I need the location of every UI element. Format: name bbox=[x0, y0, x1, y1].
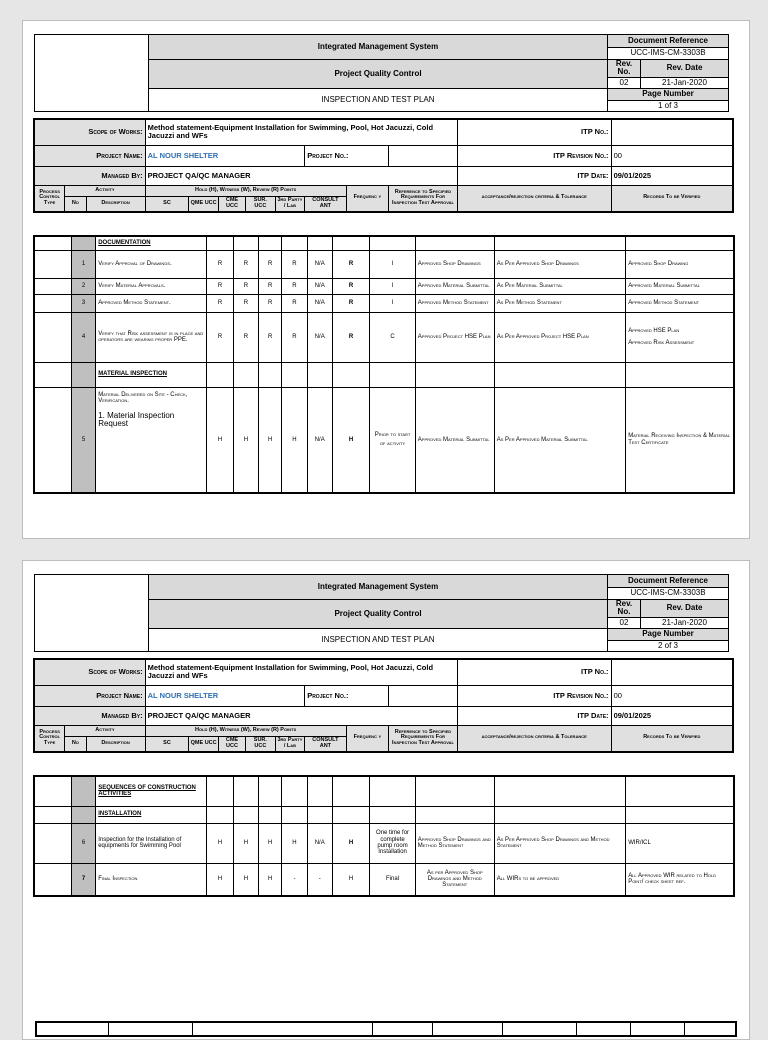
table-cell bbox=[415, 236, 494, 250]
document-header bbox=[34, 574, 729, 652]
itp-date-label: ITP Date: bbox=[457, 706, 611, 725]
cell-ref: Approved Material Submittal bbox=[415, 278, 494, 294]
table-cell bbox=[34, 278, 71, 294]
col-sur: SUR. UCC bbox=[246, 736, 276, 752]
table-cell bbox=[233, 236, 258, 250]
cell-rec1: Approved HSE Plan bbox=[628, 327, 680, 334]
logo-area bbox=[35, 35, 149, 112]
cell-acc: As Per Approved Material Submittal bbox=[494, 387, 626, 493]
document-page-1 bbox=[22, 20, 750, 539]
table-cell bbox=[96, 387, 207, 493]
cell-rec: Approved Method Statement bbox=[626, 294, 734, 312]
page-number-value: 2 of 3 bbox=[608, 640, 729, 651]
table-cell bbox=[626, 236, 734, 250]
table-cell bbox=[34, 236, 71, 250]
cell-tp: N/A bbox=[307, 278, 332, 294]
table-cell bbox=[71, 236, 95, 250]
project-name-label: Project Name: bbox=[34, 685, 145, 706]
cell-rec: All Approved WIR related to Hold Point/ check sheet ref. bbox=[626, 863, 734, 896]
header-subtitle: Project Quality Control bbox=[149, 60, 608, 89]
cell-desc2: 1. Material Inspection Request bbox=[98, 411, 175, 429]
table-row bbox=[34, 863, 734, 896]
table-cell bbox=[307, 806, 332, 823]
cell-qme: R bbox=[233, 278, 258, 294]
table-cell bbox=[415, 806, 494, 823]
cell-rec: Approved Material Submittal bbox=[626, 278, 734, 294]
section-sequences: SEQUENCES OF CONSTRUCTION ACTIVITIES bbox=[96, 776, 207, 806]
col-sur: SUR. UCC bbox=[246, 196, 276, 212]
table-cell bbox=[259, 776, 282, 806]
table-cell bbox=[307, 236, 332, 250]
doc-ref-label: Document Reference bbox=[608, 35, 729, 48]
table-cell bbox=[36, 1022, 108, 1036]
table-cell bbox=[282, 236, 307, 250]
table-row bbox=[34, 278, 734, 294]
itp-date-label: ITP Date: bbox=[457, 166, 611, 185]
table-cell bbox=[370, 776, 416, 806]
col-sc: SC bbox=[145, 196, 189, 212]
col-description: Description bbox=[86, 736, 145, 752]
cell-cme: R bbox=[259, 294, 282, 312]
table-row bbox=[34, 312, 734, 362]
cell-no: 3 bbox=[71, 294, 95, 312]
itp-no-value bbox=[611, 119, 733, 145]
table-cell bbox=[259, 236, 282, 250]
cell-acc: As Per Method Statement bbox=[494, 294, 626, 312]
table-row bbox=[34, 294, 734, 312]
table-cell bbox=[494, 776, 626, 806]
table-cell bbox=[332, 362, 369, 387]
table-cell bbox=[415, 362, 494, 387]
cell-no: 4 bbox=[71, 312, 95, 362]
cell-qme: H bbox=[233, 387, 258, 493]
col-qme: QME UCC bbox=[189, 736, 219, 752]
table-cell bbox=[282, 806, 307, 823]
itp-info-table bbox=[33, 118, 734, 213]
cell-desc: Final Inspection bbox=[96, 863, 207, 896]
page-number-value: 1 of 3 bbox=[608, 100, 729, 111]
table-cell bbox=[494, 236, 626, 250]
cell-rec: WIR/ICL bbox=[626, 823, 734, 863]
col-activity: Activity bbox=[65, 725, 145, 736]
table-cell bbox=[233, 362, 258, 387]
table-cell bbox=[282, 776, 307, 806]
rev-no-label: Rev. No. bbox=[608, 600, 641, 618]
cell-desc: Verify that Risk assessment is in place and operators are wearing proper PPE. bbox=[96, 312, 207, 362]
cell-tp: N/A bbox=[307, 294, 332, 312]
cell-tp: N/A bbox=[307, 823, 332, 863]
cell-freq: I bbox=[370, 250, 416, 278]
cell-tp: - bbox=[307, 863, 332, 896]
cell-acc: All WIRs to be approved bbox=[494, 863, 626, 896]
cell-acc: As Per Material Submittal bbox=[494, 278, 626, 294]
table-cell bbox=[207, 236, 233, 250]
table-cell bbox=[626, 312, 734, 362]
table-row bbox=[34, 387, 734, 493]
section-material-inspection: MATERIAL INSPECTION bbox=[96, 362, 207, 387]
cell-acc: As Per Approved Shop Drawings and Method Statement bbox=[494, 823, 626, 863]
rev-no-value: 02 bbox=[608, 617, 641, 628]
col-records: Records To be Verified bbox=[611, 185, 733, 212]
managed-by-label: Managed By: bbox=[34, 706, 145, 725]
table-cell bbox=[370, 806, 416, 823]
table-cell bbox=[576, 1022, 630, 1036]
doc-ref-label: Document Reference bbox=[608, 575, 729, 588]
cell-qme: R bbox=[233, 294, 258, 312]
cell-sc: R bbox=[207, 250, 233, 278]
managed-by-value: PROJECT QA/QC MANAGER bbox=[145, 706, 457, 725]
rev-date-value: 21-Jan-2020 bbox=[641, 77, 729, 88]
table-cell bbox=[626, 806, 734, 823]
cell-cme: R bbox=[259, 312, 282, 362]
col-no: No bbox=[65, 196, 86, 212]
cell-ref: Approved Shop Drawings and Method Statement bbox=[415, 823, 494, 863]
table-cell bbox=[307, 776, 332, 806]
cell-acc: As Per Approved Shop Drawings bbox=[494, 250, 626, 278]
table-cell bbox=[71, 776, 95, 806]
cell-no: 1 bbox=[71, 250, 95, 278]
table-row bbox=[34, 250, 734, 278]
table-cell bbox=[332, 806, 369, 823]
table-cell bbox=[207, 362, 233, 387]
col-hold-points: Hold (H), Witness (W), Review (R) Points bbox=[145, 725, 346, 736]
table-cell bbox=[34, 387, 71, 493]
cell-freq: C bbox=[370, 312, 416, 362]
col-no: No bbox=[65, 736, 86, 752]
table-cell bbox=[233, 806, 258, 823]
itp-rev-value: 00 bbox=[611, 145, 733, 166]
table-cell bbox=[282, 362, 307, 387]
managed-by-label: Managed By: bbox=[34, 166, 145, 185]
rev-date-label: Rev. Date bbox=[641, 60, 729, 78]
cell-rec2: Approved Risk Assessment bbox=[628, 340, 695, 346]
table-cell bbox=[259, 362, 282, 387]
rev-no-value: 02 bbox=[608, 77, 641, 88]
table-cell bbox=[71, 806, 95, 823]
cell-acc: As Per Approved Project HSE Plan bbox=[494, 312, 626, 362]
table-cell bbox=[34, 823, 71, 863]
itp-date-value: 09/01/2025 bbox=[611, 166, 733, 185]
cell-cme: H bbox=[259, 823, 282, 863]
cell-sur: R bbox=[282, 294, 307, 312]
cell-desc: Verify Approval of Drawings. bbox=[96, 250, 207, 278]
cell-desc1: Material Delivered on Site - Check, Verification. bbox=[98, 391, 188, 404]
col-frequency: Frequenc y bbox=[346, 725, 389, 752]
header-title: Integrated Management System bbox=[149, 575, 608, 600]
rev-no-label: Rev. No. bbox=[608, 60, 641, 78]
cell-freq: I bbox=[370, 278, 416, 294]
project-no-label: Project No.: bbox=[305, 685, 389, 706]
col-reference: Reference to Specified Requirements For Inspection Test Approval bbox=[389, 185, 458, 212]
cell-no: 7 bbox=[71, 863, 95, 896]
project-name-label: Project Name: bbox=[34, 145, 145, 166]
cell-sc: H bbox=[207, 863, 233, 896]
itp-date-value: 09/01/2025 bbox=[611, 706, 733, 725]
table-cell bbox=[192, 1022, 372, 1036]
cell-sc: R bbox=[207, 294, 233, 312]
cell-sur: H bbox=[282, 823, 307, 863]
table-cell bbox=[502, 1022, 576, 1036]
itp-no-label: ITP No.: bbox=[457, 659, 611, 685]
cell-rec: Material Receiving Inspection & Material Test Certificate bbox=[626, 387, 734, 493]
cell-con: R bbox=[332, 250, 369, 278]
project-no-label: Project No.: bbox=[305, 145, 389, 166]
table-cell bbox=[207, 776, 233, 806]
cell-cme: H bbox=[259, 387, 282, 493]
project-name-value: AL NOUR SHELTER bbox=[145, 685, 305, 706]
cell-tp: N/A bbox=[307, 312, 332, 362]
itp-activities-table-1 bbox=[33, 235, 735, 494]
rev-date-value: 21-Jan-2020 bbox=[641, 617, 729, 628]
header-subtitle: Project Quality Control bbox=[149, 600, 608, 629]
project-no-value bbox=[389, 685, 458, 706]
project-no-value bbox=[389, 145, 458, 166]
cell-freq: I bbox=[370, 294, 416, 312]
table-cell bbox=[34, 312, 71, 362]
cell-con: H bbox=[332, 863, 369, 896]
scope-label: Scope of Works: bbox=[34, 659, 145, 685]
section-installation: INSTALLATION bbox=[96, 806, 207, 823]
page-number-label: Page Number bbox=[608, 628, 729, 640]
cell-freq: One time for complete pump room Installation bbox=[370, 823, 416, 863]
table-cell bbox=[259, 806, 282, 823]
scope-label: Scope of Works: bbox=[34, 119, 145, 145]
cell-no: 6 bbox=[71, 823, 95, 863]
cell-ref: Approved Method Statement bbox=[415, 294, 494, 312]
cell-con: H bbox=[332, 823, 369, 863]
cell-ref: Approved Shop Drawings bbox=[415, 250, 494, 278]
cell-tp: N/A bbox=[307, 387, 332, 493]
cell-ref: Approved Project HSE Plan bbox=[415, 312, 494, 362]
cell-no: 5 bbox=[71, 387, 95, 493]
table-cell bbox=[432, 1022, 502, 1036]
col-consultant: CONSULT ANT bbox=[305, 736, 346, 752]
col-consultant: CONSULT ANT bbox=[305, 196, 346, 212]
table-cell bbox=[207, 806, 233, 823]
scope-value: Method statement-Equipment Installation for Swimming, Pool, Hot Jacuzzi, Cold Jacuzzi and WFs bbox=[145, 119, 457, 145]
col-records: Records To be Verified bbox=[611, 725, 733, 752]
itp-rev-value: 00 bbox=[611, 685, 733, 706]
table-cell bbox=[332, 236, 369, 250]
cell-tp: N/A bbox=[307, 250, 332, 278]
cell-qme: H bbox=[233, 823, 258, 863]
col-acceptance: acceptance/rejection criteria & Tolerance bbox=[457, 725, 611, 752]
table-cell bbox=[34, 294, 71, 312]
table-cell bbox=[34, 863, 71, 896]
cell-desc: Inspection for the Installation of equipments for Swimming Pool bbox=[96, 823, 207, 863]
cell-con: H bbox=[332, 387, 369, 493]
cell-qme: R bbox=[233, 250, 258, 278]
cell-rec: Approved Shop Drawing bbox=[626, 250, 734, 278]
table-row bbox=[34, 823, 734, 863]
col-sc: SC bbox=[145, 736, 189, 752]
cell-desc: Verify Material Approvals. bbox=[96, 278, 207, 294]
header-title: Integrated Management System bbox=[149, 35, 608, 60]
table-cell bbox=[370, 236, 416, 250]
table-cell bbox=[34, 806, 71, 823]
itp-rev-label: ITP Revision No.: bbox=[457, 685, 611, 706]
doc-ref-value: UCC-IMS-CM-3303B bbox=[608, 48, 729, 60]
cell-freq: Final bbox=[370, 863, 416, 896]
cell-sur: R bbox=[282, 312, 307, 362]
logo-area bbox=[35, 575, 149, 652]
table-cell bbox=[332, 776, 369, 806]
col-process-control: Process Control Type bbox=[34, 725, 65, 752]
cell-sc: R bbox=[207, 278, 233, 294]
col-cme: CME UCC bbox=[218, 736, 245, 752]
cell-con: R bbox=[332, 278, 369, 294]
col-third-party: 3rd Party / Lab bbox=[275, 736, 305, 752]
col-hold-points: Hold (H), Witness (W), Review (R) Points bbox=[145, 185, 346, 196]
table-cell bbox=[626, 362, 734, 387]
col-acceptance: acceptance/rejection criteria & Tolerance bbox=[457, 185, 611, 212]
col-qme: QME UCC bbox=[189, 196, 219, 212]
cell-ref: Approved Material Submittal bbox=[415, 387, 494, 493]
cell-sur: R bbox=[282, 278, 307, 294]
scope-value: Method statement-Equipment Installation for Swimming, Pool, Hot Jacuzzi, Cold Jacuzzi and WFs bbox=[145, 659, 457, 685]
itp-rev-label: ITP Revision No.: bbox=[457, 145, 611, 166]
page-number-label: Page Number bbox=[608, 88, 729, 100]
cell-qme: H bbox=[233, 863, 258, 896]
plan-title: INSPECTION AND TEST PLAN bbox=[149, 88, 608, 111]
cell-con: R bbox=[332, 294, 369, 312]
table-cell bbox=[626, 776, 734, 806]
doc-ref-value: UCC-IMS-CM-3303B bbox=[608, 588, 729, 600]
cell-cme: R bbox=[259, 278, 282, 294]
table-cell bbox=[34, 250, 71, 278]
table-cell bbox=[372, 1022, 432, 1036]
document-header bbox=[34, 34, 729, 112]
cell-sc: R bbox=[207, 312, 233, 362]
col-description: Description bbox=[86, 196, 145, 212]
cell-desc: Approved Method Statement. bbox=[96, 294, 207, 312]
col-activity: Activity bbox=[65, 185, 145, 196]
table-cell bbox=[370, 362, 416, 387]
plan-title: INSPECTION AND TEST PLAN bbox=[149, 628, 608, 651]
cell-cme: H bbox=[259, 863, 282, 896]
cell-qme: R bbox=[233, 312, 258, 362]
table-cell bbox=[233, 776, 258, 806]
itp-no-value bbox=[611, 659, 733, 685]
table-cell bbox=[630, 1022, 684, 1036]
section-documentation: DOCUMENTATION bbox=[96, 236, 207, 250]
managed-by-value: PROJECT QA/QC MANAGER bbox=[145, 166, 457, 185]
table-cell bbox=[494, 362, 626, 387]
itp-activities-table-2 bbox=[33, 775, 735, 897]
cell-sc: H bbox=[207, 387, 233, 493]
cell-con: R bbox=[332, 312, 369, 362]
cell-sc: H bbox=[207, 823, 233, 863]
project-name-value: AL NOUR SHELTER bbox=[145, 145, 305, 166]
table-cell bbox=[108, 1022, 192, 1036]
document-page-2 bbox=[22, 560, 750, 1040]
cell-sur: H bbox=[282, 387, 307, 493]
cell-ref: As per Approved Shop Drawings and Method Statement bbox=[415, 863, 494, 896]
itp-no-label: ITP No.: bbox=[457, 119, 611, 145]
col-frequency: Frequenc y bbox=[346, 185, 389, 212]
cell-sur: - bbox=[282, 863, 307, 896]
col-process-control: Process Control Type bbox=[34, 185, 65, 212]
next-table-edge bbox=[35, 1021, 737, 1037]
table-cell bbox=[494, 806, 626, 823]
table-cell bbox=[307, 362, 332, 387]
cell-cme: R bbox=[259, 250, 282, 278]
table-cell bbox=[71, 362, 95, 387]
table-cell bbox=[684, 1022, 736, 1036]
col-cme: CME UCC bbox=[218, 196, 245, 212]
col-reference: Reference to Specified Requirements For Inspection Test Approval bbox=[389, 725, 458, 752]
itp-info-table bbox=[33, 658, 734, 753]
cell-no: 2 bbox=[71, 278, 95, 294]
cell-sur: R bbox=[282, 250, 307, 278]
rev-date-label: Rev. Date bbox=[641, 600, 729, 618]
cell-freq: Prior to start of activity bbox=[370, 387, 416, 493]
table-cell bbox=[34, 776, 71, 806]
col-third-party: 3rd Party / Lab bbox=[275, 196, 305, 212]
table-cell bbox=[34, 362, 71, 387]
table-cell bbox=[415, 776, 494, 806]
